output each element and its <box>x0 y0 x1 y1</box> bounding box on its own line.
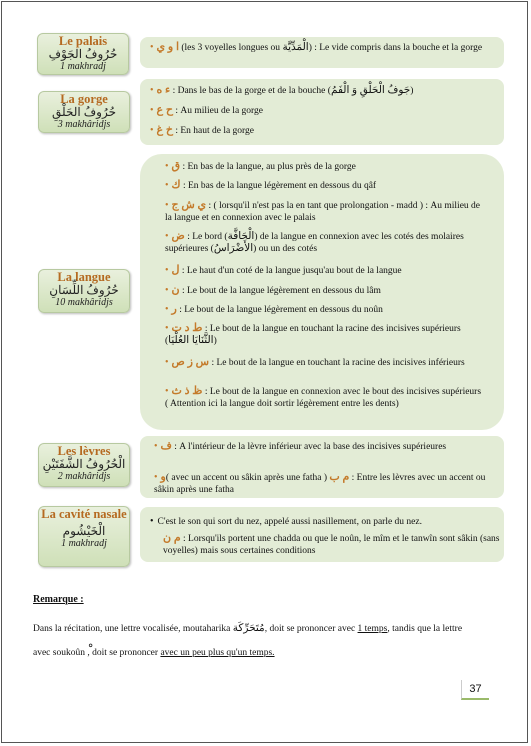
list-item: • C'est le son qui sort du nez, appelé aussi nasillement, on parle du nez. <box>150 516 422 527</box>
list-item: • ا و ي (les 3 voyelles longues ou الْمَدِّيَّة) : Le vide compris dans la bouche et la gorge <box>150 41 483 53</box>
section-arabic: حُرُوفُ الحَلْقِ <box>52 105 116 119</box>
bullet-icon: • <box>150 42 154 53</box>
list-item: • ط د ت : Le bout de la langue en touchant la racine des incisives supérieurs (الثَّنَايَا العُلْيَا) <box>165 322 461 346</box>
remark-title: Remarque : <box>33 594 84 605</box>
section-label-langue <box>38 269 130 313</box>
section-count: 3 makhâridjs <box>57 119 111 130</box>
section-count: 2 makhâridjs <box>57 471 111 482</box>
section-label-gorge <box>38 91 130 133</box>
section-title: La cavité nasale <box>41 507 127 521</box>
section-title: Les lèvres <box>57 444 111 458</box>
section-arabic: الْخَيْشُوم <box>62 524 106 538</box>
list-item: • ف : A l'intérieur de la lèvre inférieur avec la base des incisives supérieures <box>154 440 447 452</box>
list-item: • ي ش ج : ( lorsqu'il n'est pas la en tant que prolongation - madd ) : Au milieu de la langue et en connexion avec le palais <box>165 199 481 223</box>
list-item: • ح ع : Au milieu de la gorge <box>150 104 263 116</box>
section-title: La gorge <box>60 92 108 106</box>
list-item: • ر : Le bout de la langue légèrement en dessous du noûn <box>165 303 383 315</box>
list-item: • س ز ص : Le bout de la langue en touchant la racine des incisives inférieurs <box>165 356 465 368</box>
list-item: • ق : En bas de la langue, au plus près de la gorge <box>165 160 356 172</box>
section-arabic: حُرُوفُ الجَوْفِ <box>48 47 118 61</box>
list-item: • ل : Le haut d'un coté de la langue jusqu'au bout de la langue <box>165 264 402 276</box>
section-count: 1 makhradj <box>60 61 106 72</box>
list-item: • ظ ذ ث : Le bout de la langue en connexion avec le bout des incisives supérieurs ( Attention ici la langue doit sortir légèrement entre les dents) <box>165 385 482 409</box>
list-item: • ك : En bas de la langue légèrement en dessous du qâf <box>165 179 377 191</box>
list-item: • خ غ : En haut de la gorge <box>150 124 255 136</box>
section-arabic: حُرُوفُ اللِّسَانِ <box>49 283 119 297</box>
remark-paragraph: avec soukoûn , doit se prononcer avec un peu plus qu'un temps. <box>33 648 275 658</box>
list-item: • و( avec un accent ou sâkin après une fatha ) م ب : Entre les lèvres avec un accent ou sâkin après une fatha <box>154 471 486 495</box>
section-label-nasale <box>38 506 130 567</box>
section-title: Le palais <box>58 34 108 48</box>
list-item: • ن : Le bout de la langue légèrement en dessous du lâm <box>165 284 381 296</box>
list-item: • ء ه : Dans le bas de la gorge et de la bouche (جَوفُ الْحَلْقِ وَ الْفَمُ) <box>150 84 414 96</box>
section-label-levres <box>38 443 130 487</box>
list-item: م ن : Lorsqu'ils portent une chadda ou que le noûn, le mîm et le tanwîn sont sâkin (sans voyelles) mais sous certaines conditions <box>163 532 500 556</box>
remark-paragraph: Dans la récitation, une lettre vocalisée, moutaharika مُتَحَرِّكَة, doit se prononcer avec 1 temps, tandis que la lettre <box>33 623 463 634</box>
section-count: 1 makhradj <box>61 538 107 549</box>
section-arabic: الْحُرُوفُ الشَّفَتَيْنِ <box>42 457 126 471</box>
section-label-palais <box>37 33 129 75</box>
section-count: 10 makhâridjs <box>55 297 113 308</box>
page-number: 37 <box>461 680 489 700</box>
section-title: La langue <box>57 270 111 284</box>
list-item: • ض : Le bord (الْحَافَّة) de la langue en connexion avec les cotés des molaires supérieures (الأَضْرَاسُ) ou un des cotés <box>165 230 464 254</box>
